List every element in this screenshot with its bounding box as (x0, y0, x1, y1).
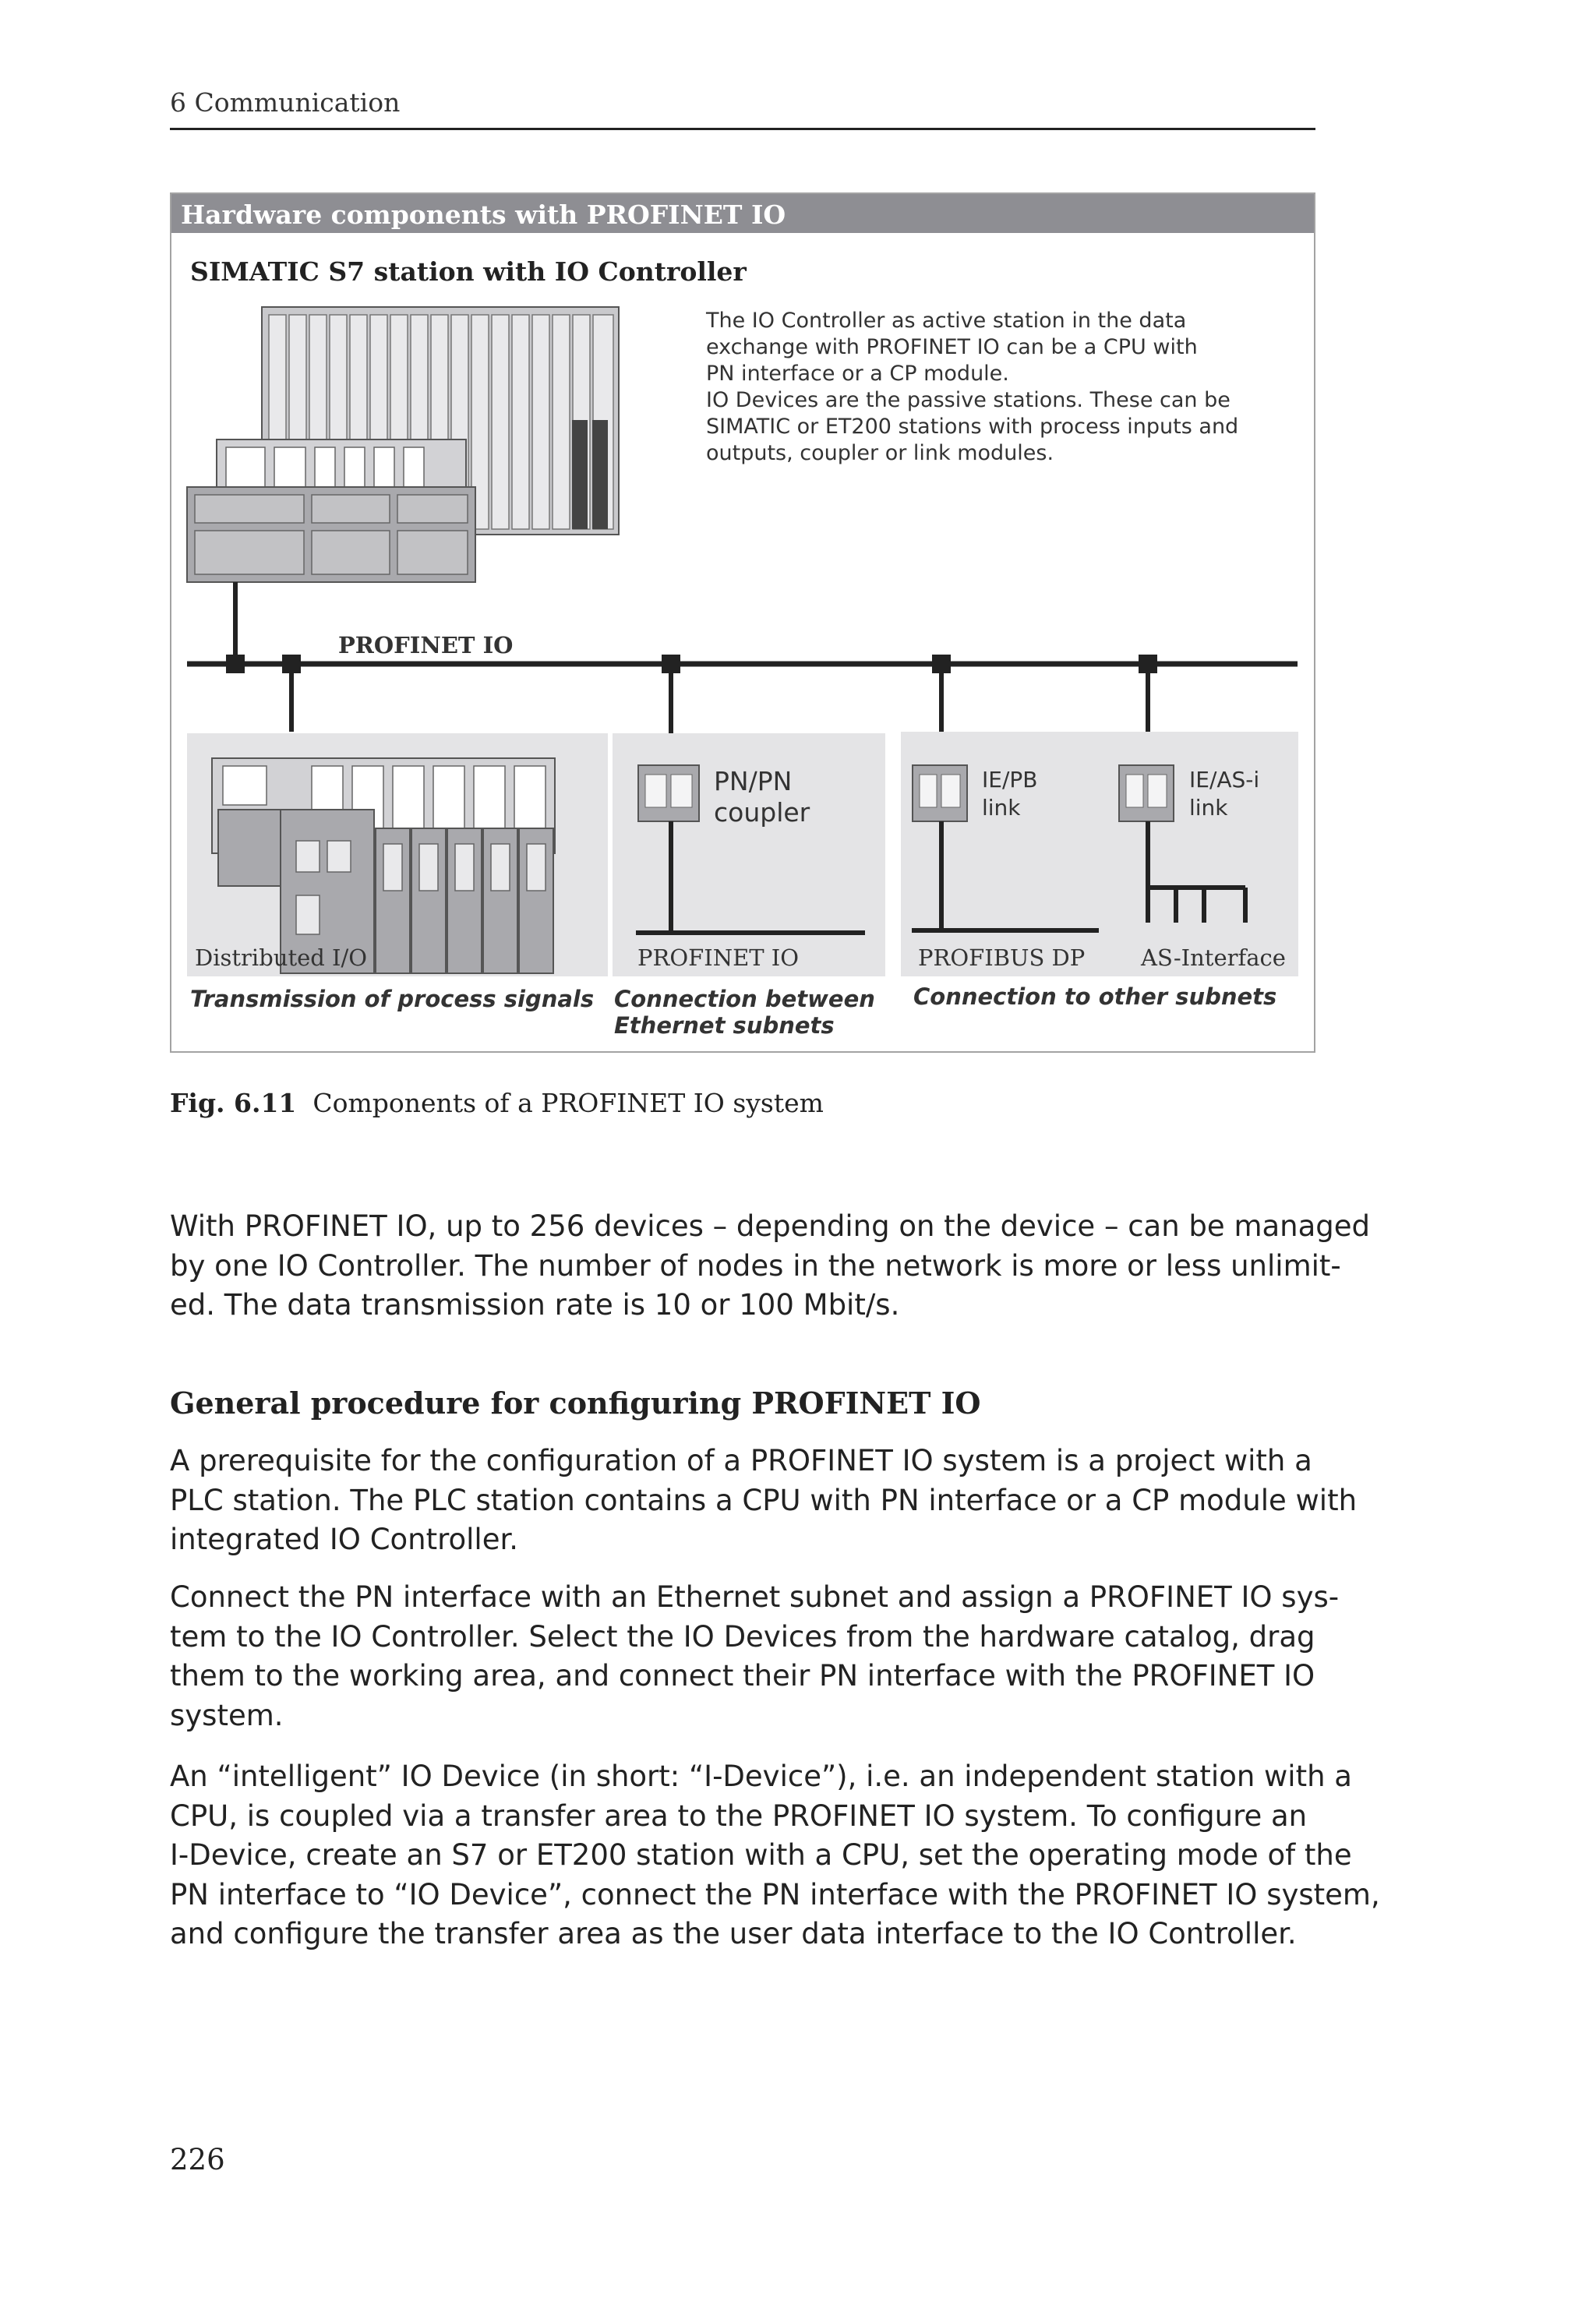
paragraph-line: PN interface to “IO Device”, connect the PN interface with the PROFINET IO system, (170, 1877, 1380, 1911)
paragraph-line: An “intelligent” IO Device (in short: “I-Device”), i.e. an independent station with a (170, 1760, 1352, 1793)
paragraph-line: tem to the IO Controller. Select the IO Devices from the hardware catalog, drag (170, 1619, 1315, 1654)
page-number: 226 (170, 2143, 225, 2176)
paragraph-line: With PROFINET IO, up to 256 devices – depending on the device – can be managed (170, 1209, 1371, 1243)
pn-pn-coupler-device (638, 765, 699, 821)
paragraph-line: I-Device, create an S7 or ET200 station with a CPU, set the operating mode of the (170, 1838, 1352, 1872)
running-head: 6 Communication (170, 87, 401, 118)
paragraph-line: A prerequisite for the configuration of a PROFINET IO system is a project with a (170, 1444, 1312, 1477)
description-line: The IO Controller as active station in the data (706, 309, 1187, 333)
paragraph-line: CPU, is coupled via a transfer area to the PROFINET IO system. To configure an (170, 1799, 1308, 1833)
paragraph-prerequisite (170, 1442, 1358, 1560)
paragraph-line: and configure the transfer area as the user data interface to the IO Controller. (170, 1917, 1297, 1950)
ie-pb-label-line: link (982, 795, 1021, 821)
ie-asi-label-line: IE/AS-i (1189, 767, 1260, 792)
paragraph-line: them to the working area, and connect their PN interface with the PROFINET IO (170, 1659, 1315, 1693)
figure-profinet-components (170, 192, 1315, 1053)
network-diagram (171, 194, 1314, 1051)
paragraph-intro (170, 1207, 1371, 1325)
ie-asi-label-line: link (1189, 795, 1228, 821)
coupler-label-line: PN/PN (714, 766, 793, 796)
paragraph-i-device (170, 1757, 1380, 1954)
figure-title: Hardware components with PROFINET IO (181, 199, 786, 230)
connection-other-caption: Connection to other subnets (913, 983, 1277, 1010)
description-line: outputs, coupler or link modules. (706, 441, 1054, 465)
coupler-label-line: coupler (714, 797, 810, 828)
station-heading: SIMATIC S7 station with IO Controller (190, 256, 747, 287)
distributed-io-label: Distributed I/O (195, 944, 368, 971)
connection-ethernet-caption (614, 986, 875, 1039)
ie-asi-label (1189, 766, 1259, 822)
figure-number: Fig. 6.11 (170, 1088, 297, 1118)
as-interface-label: AS-Interface (1141, 944, 1286, 971)
paragraph-line: ed. The data transmission rate is 10 or 100 Mbit/s. (170, 1288, 900, 1322)
paragraph-connect (170, 1578, 1340, 1735)
section-heading: General procedure for configuring PROFINET IO (170, 1386, 981, 1421)
description-line: IO Devices are the passive stations. These can be (706, 388, 1231, 412)
profibus-dp-label: PROFIBUS DP (918, 944, 1086, 971)
ie-asi-link-device (1119, 765, 1174, 821)
bus-label: PROFINET IO (338, 632, 514, 658)
description-line: exchange with PROFINET IO can be a CPU with (706, 335, 1198, 359)
s7-rack-illustration (187, 307, 619, 582)
ie-pb-label-line: IE/PB (982, 767, 1038, 792)
paragraph-line: Connect the PN interface with an Ethernet subnet and assign a PROFINET IO sys- (170, 1580, 1340, 1614)
paragraph-line: integrated IO Controller. (170, 1523, 519, 1556)
header-rule (170, 128, 1315, 130)
paragraph-line: PLC station. The PLC station contains a CPU with PN interface or a CP module with (170, 1483, 1358, 1517)
figure-caption (170, 1088, 824, 1118)
figure-caption-text: Components of a PROFINET IO system (312, 1088, 824, 1118)
description-line: SIMATIC or ET200 stations with process inputs and (706, 415, 1239, 439)
connection-ethernet-line: Connection between (614, 986, 875, 1012)
coupler-label (714, 766, 810, 828)
paragraph-line: system. (170, 1698, 284, 1732)
profinet-io-subnet-label: PROFINET IO (637, 944, 800, 971)
connection-ethernet-line: Ethernet subnets (614, 1012, 835, 1039)
description-line: PN interface or a CP module. (706, 362, 1009, 386)
paragraph-line: by one IO Controller. The number of nodes in the network is more or less unlimit- (170, 1248, 1341, 1283)
ie-pb-label (982, 766, 1037, 822)
transmission-caption: Transmission of process signals (190, 986, 595, 1012)
ie-pb-link-device (913, 765, 967, 821)
